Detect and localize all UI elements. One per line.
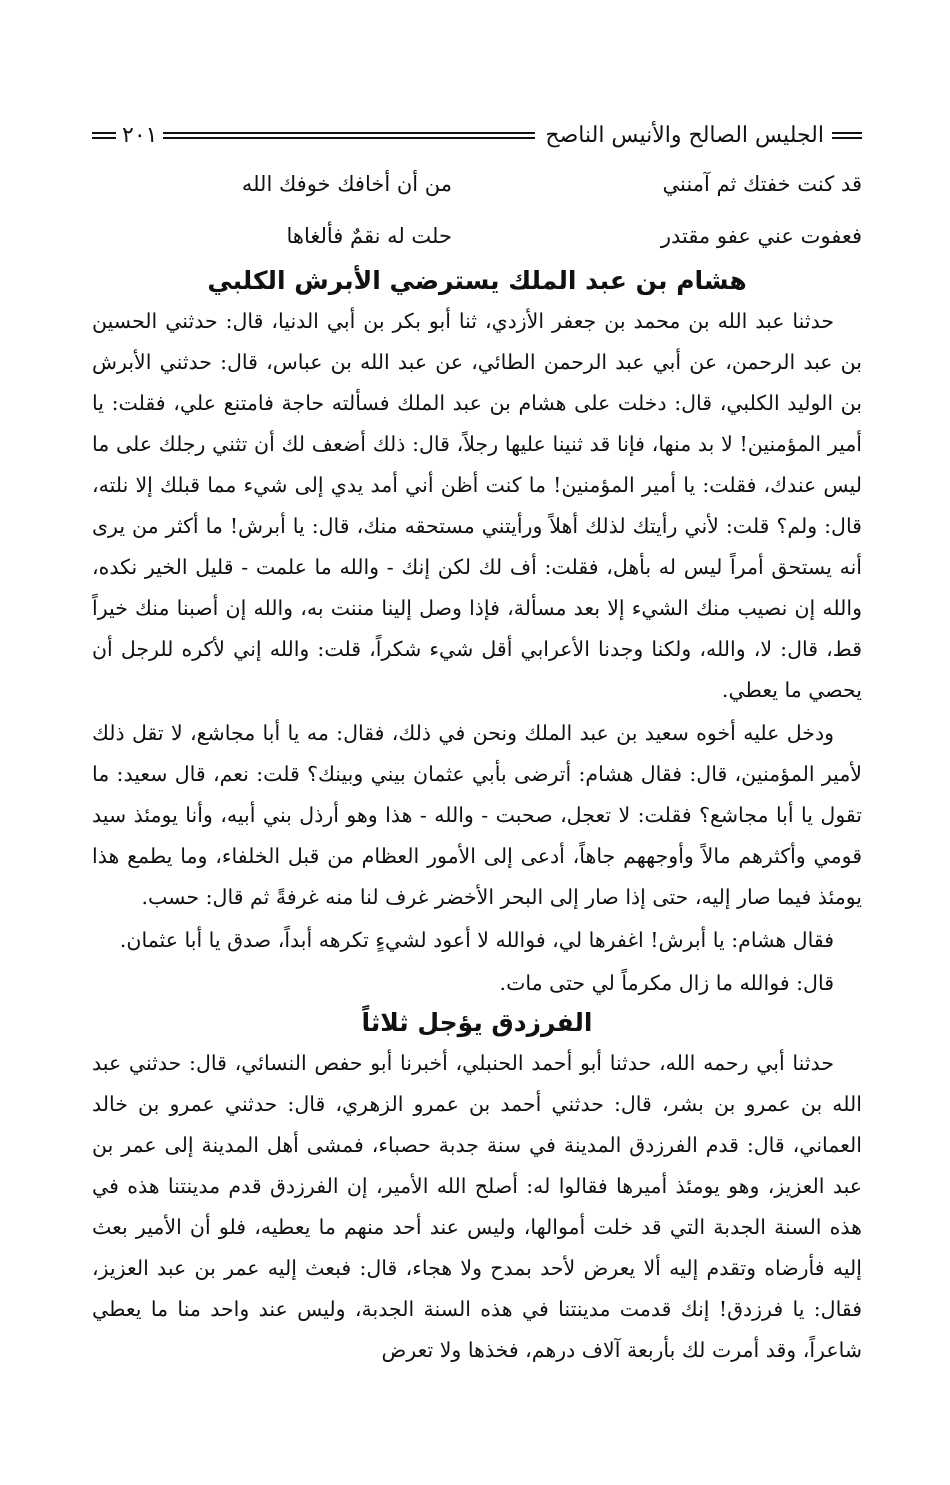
header-ornament-right xyxy=(832,132,862,139)
poem xyxy=(92,158,862,262)
verse-first-hemistich: فعفوت عني عفو مقتدر xyxy=(660,224,862,248)
verse-first-hemistich: قد كنت خفتك ثم آمنني xyxy=(662,172,862,196)
running-title: الجليس الصالح والأنيس الناصح xyxy=(545,122,824,148)
verse-second-hemistich: حلت له نقمٌ فألغاها xyxy=(286,224,452,248)
page-number: ٢٠١ xyxy=(122,122,158,148)
section-title: هشام بن عبد الملك يسترضي الأبرش الكلبي xyxy=(207,266,747,295)
book-page xyxy=(92,118,862,1371)
paragraph: ودخل عليه أخوه سعيد بن عبد الملك ونحن في ذلك، فقال: مه يا أبا مجاشع، لا تقل ذلك لأمير المؤمنين، قال: فقال هشام: أترضى بأبي عثمان بيني وبينك؟ قلت: نعم، قال سعيد: ما تقول يا أبا مجاشع؟ فقلت: لا تعجل، صحبت - والله - هذا وهو أرذل بني أبيه، وأنا يومئذ سيد قومي وأكثرهم مالاً وأوجههم جاهاً، أدعى إلى الأمور العظام من قبل الخلفاء، وما يطمع هذا يومئذ فيما صار إليه، حتى إذا صار إلى البحر الأخضر غرف لنا منه غرفةً ثم قال: حسب. xyxy=(92,721,862,909)
paragraph: حدثنا أبي رحمه الله، حدثنا أبو أحمد الحنبلي، أخبرنا أبو حفص النسائي، قال: حدثني عبد الله بن عمرو بن بشر، قال: حدثني أحمد بن عمرو الزهري، قال: حدثني عمرو بن خالد العماني، قال: قدم الفرزدق المدينة في سنة جدبة حصباء، فمشى أهل المدينة إلى عمر بن عبد العزيز، وهو يومئذ أميرها فقالوا له: أصلح الله الأمير، إن الفرزدق قدم مدينتنا هذه في هذه السنة الجدبة التي قد خلت أموالها، وليس عند أحد منهم ما يعطيه، فلو أن الأمير بعث إليه فأرضاه وتقدم إليه ألا يعرض لأحد بمدح ولا هجاء، قال: فبعث إليه عمر بن عبد العزيز، فقال: يا فرزدق! إنك قدمت مدينتنا في هذه السنة الجدبة، وليس عند واحد منا ما يعطي شاعراً، وقد أمرت لك بأربعة آلاف درهم، فخذها ولا تعرض xyxy=(92,1051,862,1362)
verse-second-hemistich: من أن أخافك خوفك الله xyxy=(241,172,452,196)
paragraph: قال: فوالله ما زال مكرماً لي حتى مات. xyxy=(499,971,834,995)
section-farazdaq xyxy=(92,1008,862,1371)
paragraph: فقال هشام: يا أبرش! اغفرها لي، فوالله لا أعود لشيءٍ تكرهه أبداً، صدق يا أبا عثمان. xyxy=(119,928,834,952)
poem-verse xyxy=(92,158,862,210)
poem-verse xyxy=(92,210,862,262)
section-title: الفرزدق يؤجل ثلاثاً xyxy=(361,1008,593,1037)
page-header xyxy=(92,118,862,152)
header-ornament-left xyxy=(92,132,116,139)
header-rule xyxy=(163,132,535,139)
section-hisham xyxy=(92,266,862,1004)
paragraph: حدثنا عبد الله بن محمد بن جعفر الأزدي، ثنا أبو بكر بن أبي الدنيا، قال: حدثني الحسين بن عبد الرحمن، عن أبي عبد الرحمن الطائي، عن عبد الله بن عباس، قال: حدثني الأبرش بن الوليد الكلبي، قال: دخلت على هشام بن عبد الملك فسألته حاجة فامتنع علي، فقلت: يا أمير المؤمنين! لا بد منها، فإنا قد ثنينا عليها رجلاً، قال: ذلك أضعف لك أن تثني رجلك على ما ليس عندك، فقلت: يا أمير المؤمنين! ما كنت أظن أني أمد يدي إلى شيء مما قبلك إلا نلته، قال: ولم؟ قلت: لأني رأيتك لذلك أهلاً ورأيتني مستحقه منك، قال: يا أبرش! ما أكثر من يرى أنه يستحق أمراً ليس له بأهل، فقلت: أف لك لكن إنك - والله ما علمت - قليل الخير نكده، والله إن نصيب منك الشيء إلا بعد مسألة، فإذا وصل إلينا مننت به، والله إن أصبنا منك خيراً قط، قال: لا، والله، ولكنا وجدنا الأعرابي أقل شيء شكراً، قلت: والله إني لأكره للرجل أن يحصي ما يعطي. xyxy=(92,309,862,702)
